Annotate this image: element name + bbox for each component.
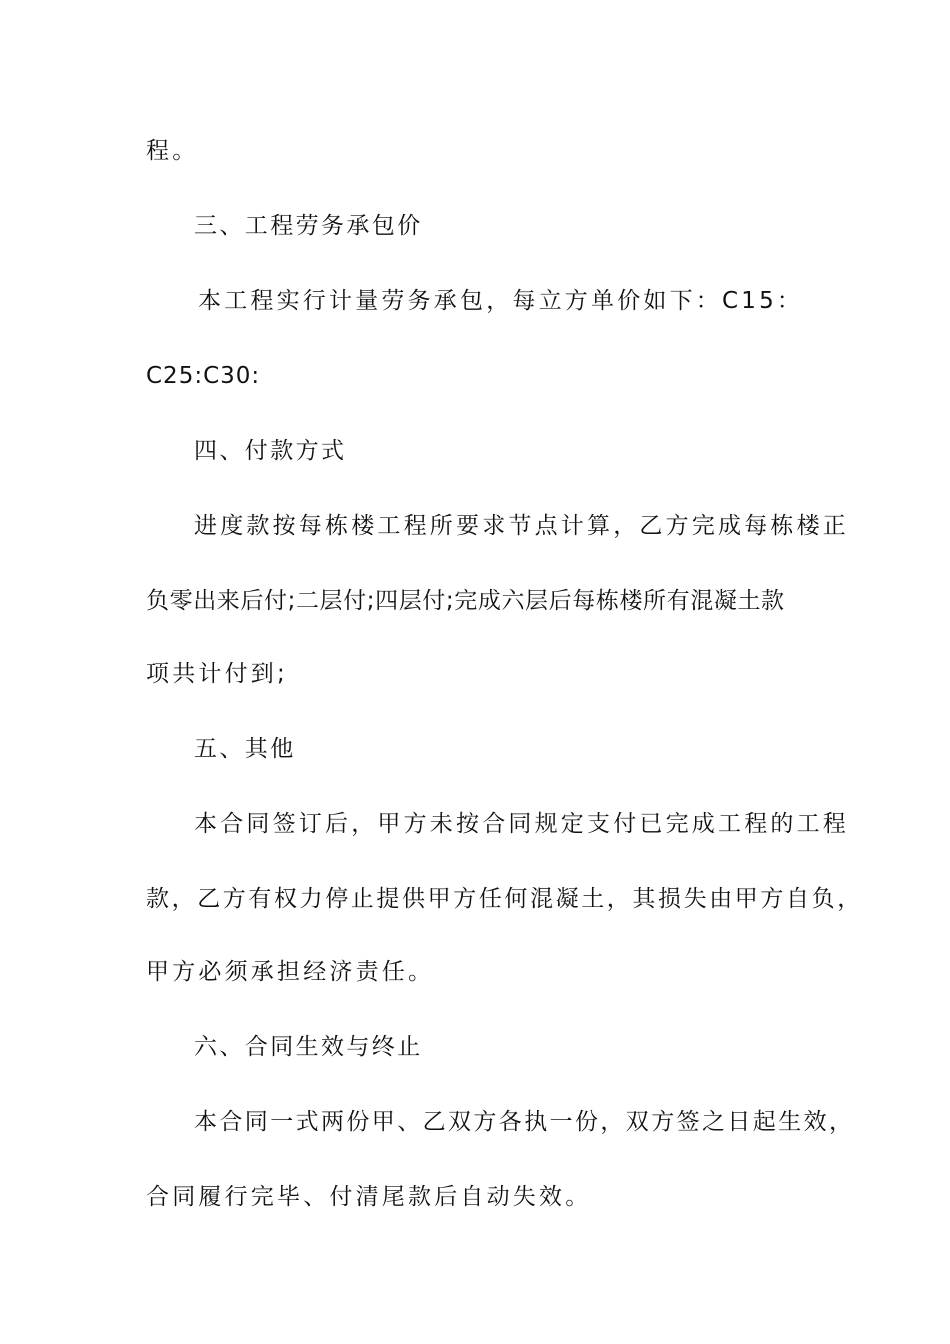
paragraph-line: 进度款按每栋楼工程所要求节点计算，乙方完成每栋楼正 — [194, 513, 849, 539]
paragraph-line: 负零出来后付;二层付;四层付;完成六层后每栋楼所有混凝土款 — [146, 588, 785, 614]
paragraph-line: 本合同签订后，甲方未按合同规定支付已完成工程的工程 — [194, 811, 849, 837]
paragraph-line: C25:C30: — [146, 363, 261, 389]
paragraph-line: 款，乙方有权力停止提供甲方任何混凝土，其损失由甲方自负， — [146, 886, 863, 912]
section-heading-effect: 六、合同生效与终止 — [194, 1034, 423, 1060]
paragraph-line: 合同履行完毕、付清尾款后自动失效。 — [146, 1184, 592, 1210]
section-heading-price: 三、工程劳务承包价 — [194, 213, 423, 239]
section-heading-other: 五、其他 — [194, 736, 296, 762]
paragraph-line: 甲方必须承担经济责任。 — [146, 959, 435, 985]
paragraph-line: 本工程实行计量劳务承包，每立方单价如下：C15： — [198, 288, 804, 314]
section-heading-payment: 四、付款方式 — [194, 438, 347, 464]
paragraph-line: 项共计付到; — [146, 661, 288, 687]
paragraph-line: 本合同一式两份甲、乙双方各执一份，双方签之日起生效， — [194, 1109, 855, 1135]
paragraph-line-continuation: 程。 — [146, 138, 199, 164]
